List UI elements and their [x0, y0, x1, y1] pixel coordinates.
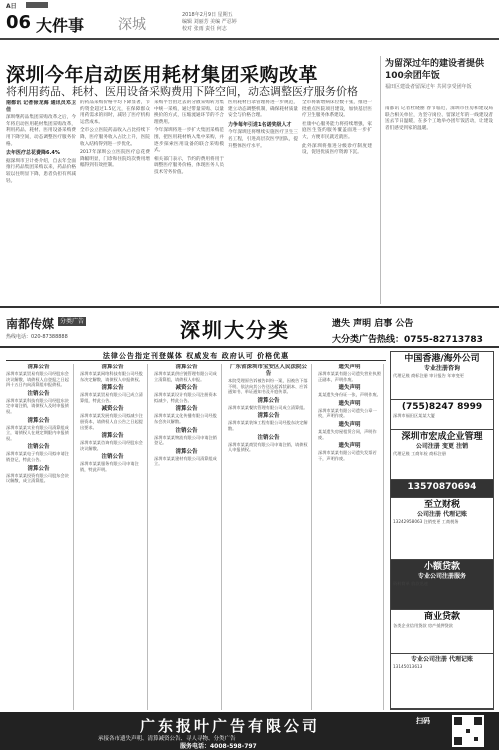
subsection-title: 深城	[118, 17, 146, 33]
classified-ad-title: 注销公告	[27, 390, 50, 397]
classified-ad-title: 清算公告	[175, 448, 198, 455]
classified-ad-title: 清算公告	[257, 413, 280, 420]
meta-proof: 校对 张雨 责任 何志	[182, 26, 227, 32]
classified-ad	[228, 435, 309, 453]
footer-company: 广东报叶广告有限公司	[140, 717, 321, 735]
right-ad-small: 资料简单 放款迅速	[393, 581, 428, 586]
article-paragraph: 相关部门表示，节约的费用将用于调整医疗服务价格，体现医务人员技术劳务价值。	[154, 156, 224, 175]
classified-ad	[6, 444, 71, 462]
classified-ad	[80, 433, 145, 451]
classified-ad	[154, 449, 219, 467]
classified-ad-title: 遗失声明	[338, 364, 361, 370]
article-paragraph: 据深圳市卫计委介绍，自去年全面推行药品集团采购以来，药品价格较以往明显下降，患者负担有所减轻。	[6, 158, 76, 184]
classified-ad-text: 深圳市某某贸易有限公司已成立清算组，特此公告。	[80, 392, 143, 403]
classifieds-column	[228, 364, 312, 710]
classified-ad	[154, 428, 219, 446]
classified-ad-title: 注销公告	[101, 454, 124, 461]
classified-ad-text: 深圳市某某装饰工程有限公司经股东决定解散。	[228, 420, 308, 431]
classified-ad-text: 深圳市某某咨询有限公司经股东会决议解散。	[80, 440, 143, 451]
meta-date: 2018年2月9日 星期五	[182, 12, 233, 18]
classified-ad-text: 深圳市某某物流有限公司申请注销登记。	[154, 434, 217, 446]
section-title: 大件事	[36, 16, 85, 35]
right-ad-box	[391, 400, 493, 430]
classified-ad-text: 深圳市某某实业有限公司清算组成立，请债权人在规定期限内申报债权。	[6, 424, 69, 441]
classifieds-logo-badge: 分类广告	[60, 318, 85, 325]
classified-ad	[80, 364, 145, 382]
classified-ad-title: 清算公告	[101, 385, 124, 392]
article-subhead: 南都讯 记者徐龙海 通讯员邓卫佳	[6, 100, 76, 113]
article-paragraph: 今年深圳将进一步扩大集团采购范围，把医用耗材纳入集中采购，并逐步探索医用设备的联合采购模式。	[154, 128, 224, 154]
classified-ad	[80, 406, 145, 430]
classified-ad-text: 某某遗失房屋租赁合同，声明作废。	[318, 428, 377, 440]
page-meta	[182, 12, 312, 33]
right-ad-big: 商业贷款	[423, 612, 460, 622]
sidebar-headline: 为留深过年的建设者提供100余团年饭	[385, 59, 485, 81]
classified-ad-text: 深圳市某某投资有限公司股东会决议解散，成立清算组。	[6, 472, 69, 484]
sidebar-body	[385, 106, 493, 302]
classified-ad-text: 深圳市某某商贸有限公司申请注销，请债权人申报债权。	[228, 441, 308, 453]
classified-ad	[318, 443, 381, 461]
article-column	[228, 100, 298, 304]
classified-ad	[154, 385, 219, 403]
right-ad-big: 至立财税	[423, 500, 460, 510]
right-ad-mid: 专业公司注册服务	[417, 573, 466, 580]
footer-phone: 服务电话：4008-598-797	[180, 743, 257, 750]
classifieds-logo-line: 热线电话：020-87388888	[6, 334, 68, 340]
article-column	[80, 100, 150, 304]
right-ad-box	[391, 480, 493, 498]
classified-ad-text: 深圳市某某贸易有限公司经股东会决议解散，请债权人自登报之日起四十五日内向清算组申报债权。	[6, 371, 69, 388]
classified-ad-text: 深圳市某某有限公司遗失发票若干，声明作废。	[318, 450, 377, 461]
classified-ad	[80, 385, 145, 403]
classifieds-grid	[6, 364, 386, 710]
right-ad-small: 代理记账 商标注册 审计报告 年审变更	[393, 373, 464, 378]
classified-ad-title: 遗失声明	[338, 443, 361, 450]
classified-ad-title: 清算公告	[175, 406, 198, 413]
footer-scan-label: 扫码	[416, 717, 430, 725]
classifieds-column	[6, 364, 74, 710]
brand-bar	[26, 2, 48, 8]
classified-ad-text: 深圳市某某设计有限公司注册资本拟减少，特此公告。	[154, 392, 217, 403]
classified-ad	[228, 398, 309, 411]
classified-ad-text: 深圳市某某科技有限公司经股东决定申请注销，请债权人及时申报债权。	[6, 397, 69, 414]
article-column	[6, 100, 76, 304]
brand-mark: A日	[6, 3, 17, 10]
classified-ad-text: 深圳市某某网络科技有限公司经股东决定解散，请债权人申报债权。	[80, 371, 143, 382]
classifieds-logo: 南都传媒	[6, 317, 55, 331]
right-ad-big: 13570870694	[407, 482, 477, 492]
right-ad-small: 深圳市福田区某某大厦	[393, 413, 435, 418]
article-paragraph: 今年深圳还将继续实施医疗卫生三名工程，引进高层次医学团队，提升整体医疗水平。	[228, 130, 298, 149]
right-ad-mid: 公司注册 变更 注销	[415, 443, 469, 450]
classified-ad	[318, 422, 381, 440]
classified-ad-title: 注销公告	[257, 434, 280, 441]
classified-ad-title: 清算公告	[101, 433, 124, 440]
classified-ad	[6, 466, 71, 484]
classified-ad	[318, 385, 381, 398]
classifieds-right-column	[390, 351, 494, 710]
article-subheadline: 将利用药品、耗材、医用设备采购费用下降空间，动态调整医疗服务价格	[6, 85, 358, 98]
right-ad-mid: 专业注册咨询	[423, 365, 460, 372]
classified-ad-text: 深圳市某某文化传播有限公司经股东会决议解散。	[154, 413, 217, 424]
right-ad-box	[391, 352, 493, 400]
footer-services: 承接各市遗失声明、清算减资公告、寻人寻物、分类广告	[98, 736, 236, 742]
page-header	[0, 10, 499, 40]
article-subhead: 力争每年引进1名诺奖级人才	[228, 121, 292, 128]
classified-ad-text: 深圳市某某餐饮管理有限公司成立清算组。	[228, 404, 308, 410]
classified-ad-title: 减资公告	[101, 406, 124, 413]
notice-bar: 法律公告指定刊登媒体 权威发布 政府认可 价格优惠	[6, 351, 386, 361]
page-number: 06	[6, 12, 32, 33]
qr-code-icon	[452, 715, 484, 747]
top-strip	[0, 0, 499, 10]
classified-ad	[228, 364, 309, 395]
classified-ad	[80, 454, 145, 472]
article-paragraph: 全市公立医院药品收入占比持续下降，医疗服务收入占比上升，医院收入结构得到进一步优化。	[80, 128, 150, 147]
article-paragraph: 的药品采购价格平均下降显著，节约资金超过1.5亿元，在保障群众用药需求的同时，减轻了医疗机构运营成本。	[80, 100, 150, 125]
classified-ad-text: 某某遗失身份证一张，声明作废。	[318, 392, 381, 398]
sidebar-body-text: 南都讯 记者杜晓丽 春节临近，深圳市住房和建设局联合相关单位，为坚守岗位、留深过年的一线建设者送去节日温暖，在多个工地举办团年饭活动，让建设者们感受到家的温暖。	[385, 106, 493, 131]
classifieds-banner: 深圳大分类	[180, 318, 290, 342]
right-ad-small: 13242958063 注销变更 工商税务	[393, 519, 459, 524]
article-paragraph: 2017年深圳公立医院医疗总花费降幅明显，门诊和住院均次费用增幅得到有效控制。	[80, 150, 150, 169]
page-footer	[0, 712, 499, 750]
classifieds-column	[80, 364, 148, 710]
classified-ad-title: 减资公告	[175, 385, 198, 392]
classified-ad-title: 清算公告	[27, 465, 50, 472]
classified-ad-title: 清算公告	[27, 417, 50, 424]
article-paragraph: 社康中心服务能力将持续增强，家庭医生签约服务覆盖面进一步扩大，方便市民就近就医。	[302, 121, 372, 140]
right-ad-big: 小额贷款	[423, 562, 460, 572]
right-ad-big: (755)8247 8999	[401, 402, 483, 412]
classified-ad-title: 遗失声明	[338, 385, 361, 392]
classified-ad-title: 清算公告	[257, 397, 280, 404]
right-ad-box	[391, 560, 493, 610]
classified-ad-title: 遗失声明	[338, 421, 361, 428]
classified-ad-title: 遗失声明	[338, 400, 361, 407]
classified-ad-title: 注销公告	[175, 427, 198, 434]
classified-ad-text: 深圳市某某建材有限公司清算组成立。	[154, 455, 217, 467]
right-ad-small: 13145013613	[393, 664, 423, 669]
classifieds-column	[318, 364, 384, 710]
classified-ad	[6, 391, 71, 415]
article-paragraph: 医用耗材目录管理将进一步规范，建立动态调整机制，确保耗材质量安全与价格合理。	[228, 100, 298, 119]
classified-ad-text: 深圳市某某电子有限公司拟申请注销登记，特此公告。	[6, 451, 69, 462]
classified-ad	[228, 413, 309, 431]
right-ad-small: 代理记账 工商年检 商标注册	[393, 451, 446, 456]
meta-editors: 编辑 刘丽芳 美编 严忍婷	[182, 19, 237, 25]
right-ad-box	[391, 610, 493, 654]
classified-ad-text: 本院受理原告诉被告纠纷一案，因被告下落不明，依法向其公告送达起诉状副本、应诉通知书、举证通知书及开庭传票。	[228, 378, 308, 395]
classified-ad-title: 清算公告	[175, 364, 198, 370]
sidebar-subheadline: 福田区建设者留深过年 共同享受团年饭	[385, 84, 472, 90]
classified-ad	[154, 364, 219, 382]
classified-ad	[6, 364, 71, 388]
classifieds-tagline: 遗失 声明 启事 公告	[332, 319, 414, 329]
right-ad-box	[391, 654, 493, 709]
right-ad-mid: 公司注册 代理记账	[416, 511, 468, 518]
classified-ad-title: 注销公告	[27, 444, 50, 451]
classifieds-phone: 大分类广告热线：0755-82713783	[332, 335, 483, 345]
column-divider	[380, 56, 381, 304]
classified-ad-text: 深圳市某某发展有限公司拟减少注册资本，请债权人自公告之日起提出要求。	[80, 413, 143, 430]
article-column	[154, 100, 224, 304]
right-ad-box	[391, 498, 493, 560]
classified-ad-text: 深圳市某某有限公司遗失营业执照正副本，声明作废。	[318, 371, 381, 382]
article-column	[302, 100, 372, 304]
classified-ad-text: 深圳市某某有限公司遗失公章一枚，声明作废。	[318, 407, 377, 419]
article-paragraph: 深圳继药品集团采购改革之后，今年将启动医用耗材集团采购改革，利用药品、耗材、医用设备采购费用下降空间，动态调整医疗服务价格。	[6, 115, 76, 147]
classified-ad	[318, 401, 381, 419]
article-subhead: 去年医疗总花费降6.4%	[6, 150, 60, 157]
article-paragraph: 采购平台由过去的分散采购转为集中统一采购，通过带量采购、以量换价的方式，压缩流通环节的不合理费用。	[154, 100, 224, 125]
article-paragraph: 全市将新增病床位数千张，推进一批重点医院项目建设，加快基层医疗卫生服务体系建设。	[302, 100, 372, 119]
classified-ad-text: 深圳市某某供应链管理有限公司成立清算组，请债权人申报。	[154, 371, 217, 382]
right-ad-big: 中国香港/海外公司	[404, 354, 480, 364]
classifieds-header	[0, 306, 499, 348]
right-ad-big: 深圳市宏成企业管理	[401, 432, 483, 442]
classified-ad-title: 清算公告	[101, 364, 124, 370]
classifieds-column	[154, 364, 222, 710]
classified-ad-text: 深圳市某某服务有限公司申请注销，特此声明。	[80, 461, 139, 472]
classified-ad	[318, 364, 381, 382]
right-ad-mid: 专业公司注册 代理记账	[410, 656, 474, 663]
right-ad-small: 各类企业信用贷款 房产抵押贷款	[393, 623, 453, 628]
right-ad-box	[391, 430, 493, 480]
article-headline: 深圳今年启动医用耗材集团采购改革	[6, 64, 319, 86]
classified-ad-title: 广东省深圳市宝安区人民法院公告	[229, 364, 307, 377]
article-paragraph: 此外深圳将推进分级诊疗制度建设，促进优质医疗资源下沉。	[302, 143, 372, 156]
classified-ad	[154, 406, 219, 424]
classified-ad	[6, 418, 71, 442]
classified-ad-title: 清算公告	[27, 364, 50, 370]
